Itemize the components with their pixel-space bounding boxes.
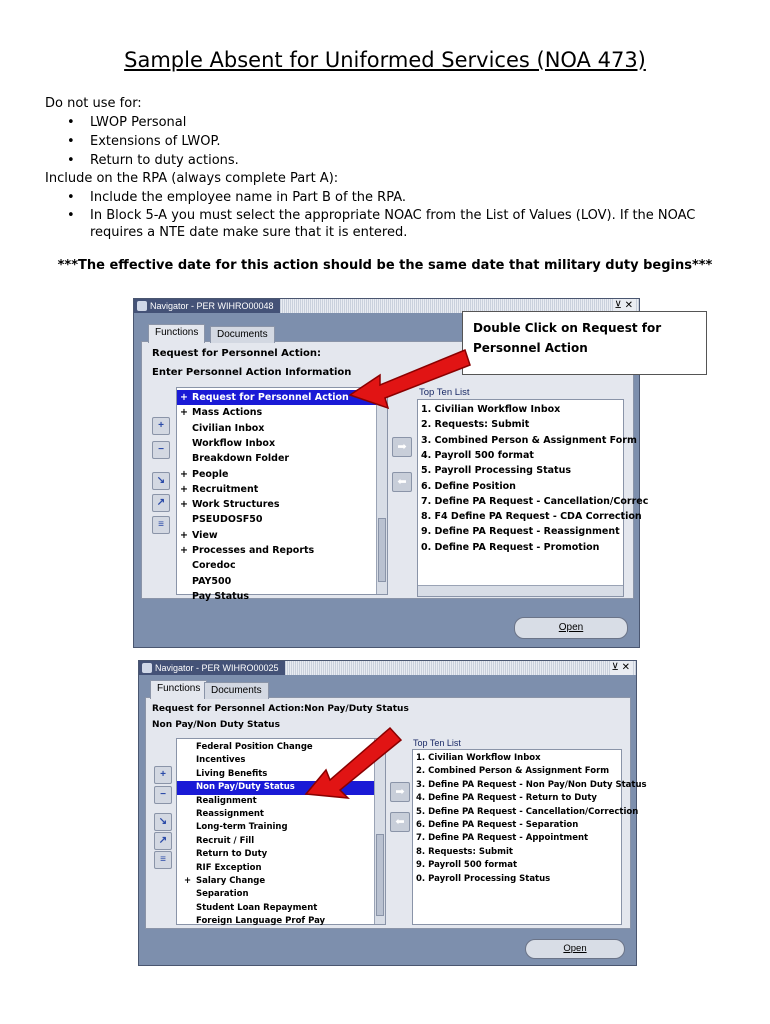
top-ten-item-label: 4. Define PA Request - Return to Duty [416, 793, 597, 804]
top-ten-list[interactable] [412, 749, 647, 925]
scrollbar-thumb[interactable] [378, 518, 386, 582]
top-ten-item-label: 9. Define PA Request - Reassignment [421, 526, 620, 538]
expand-marker: + [180, 545, 188, 556]
window-title: Navigator - PER WIHRO00048 [150, 301, 274, 311]
remove-from-top-ten-icon[interactable]: ⬅ [392, 472, 412, 492]
expand-icon[interactable]: + [154, 766, 172, 784]
window-controls[interactable]: ⊻ ✕ [611, 662, 630, 673]
list-item-label: Work Structures [192, 499, 280, 511]
top-ten-item[interactable] [418, 463, 623, 478]
tab-documents[interactable]: Documents [210, 326, 275, 343]
scrollbar-thumb[interactable] [376, 834, 384, 916]
list-item[interactable] [177, 467, 387, 482]
top-ten-item[interactable] [418, 417, 623, 432]
list-item-label: Workflow Inbox [192, 437, 276, 449]
list-item-label: Salary Change [196, 876, 266, 886]
top-ten-item[interactable] [418, 524, 623, 539]
list-item-label: PSEUDOSF50 [192, 514, 263, 526]
top-ten-item-label: 1. Civilian Workflow Inbox [421, 404, 561, 415]
list-item-label: Return to Duty [196, 849, 268, 860]
list-item[interactable] [177, 436, 387, 451]
expand-icon[interactable]: + [152, 417, 170, 435]
top-ten-item-label: 8. Requests: Submit [416, 846, 513, 857]
list-item-label: View [192, 529, 218, 541]
remove-from-top-ten-icon[interactable]: ⬅ [390, 812, 410, 832]
list-item-label: Foreign Language Prof Pay [196, 916, 326, 927]
include-label: Include on the RPA (always complete Part A): [45, 171, 339, 186]
top-ten-item[interactable] [418, 433, 637, 448]
list-item[interactable] [177, 482, 387, 497]
top-ten-item-label: 3. Combined Person & Assignment Form [421, 434, 637, 446]
bullet-icon: • [67, 153, 75, 168]
top-ten-item-label: 3. Define PA Request - Non Pay/Non Duty Status [416, 779, 647, 790]
list-item[interactable] [177, 808, 385, 821]
expand-marker: + [184, 876, 192, 886]
list-item[interactable] [177, 875, 385, 888]
top-ten-item-label: 5. Define PA Request - Cancellation/Correction [416, 806, 639, 817]
window-title: Navigator - PER WIHRO00025 [155, 663, 279, 673]
top-ten-item-label: 2. Requests: Submit [421, 419, 530, 431]
list-item-label: Recruitment [192, 483, 259, 495]
top-ten-item[interactable] [418, 448, 623, 463]
top-ten-item-label: 4. Payroll 500 format [421, 449, 534, 461]
collapse-all-icon[interactable]: ≡ [154, 851, 172, 869]
list-item-label: Federal Position Change [196, 742, 313, 752]
include-item: • Include the employee name in Part B of the RPA. [67, 190, 407, 205]
top-ten-item[interactable] [418, 479, 623, 494]
add-to-top-ten-icon[interactable]: ➡ [390, 782, 410, 802]
list-item[interactable] [177, 589, 387, 604]
top-ten-item-label: 6. Define PA Request - Separation [416, 820, 579, 830]
list-item-label: Student Loan Repayment [196, 902, 318, 913]
list-item[interactable] [177, 421, 387, 436]
top-ten-item-label: 9. Payroll 500 format [416, 860, 518, 871]
include-item: • In Block 5-A you must select the appropriate NOAC from the List of Values (LOV). If the NOAC requires a NTE date make sure that it is entered. [67, 208, 696, 240]
list-item[interactable] [177, 451, 387, 466]
list-item[interactable] [177, 835, 385, 848]
panel-subheader: Enter Personnel Action Information [152, 367, 352, 378]
tab-documents[interactable]: Documents [204, 682, 269, 699]
expand-branch-icon[interactable]: ↗ [154, 832, 172, 850]
navigator-window-2 [138, 660, 647, 966]
callout-box: Double Click on Request for Personnel Action [462, 311, 707, 375]
top-ten-item-label: 1. Civilian Workflow Inbox [416, 753, 541, 763]
top-ten-item[interactable] [413, 873, 621, 886]
expand-all-icon[interactable]: ↘ [152, 472, 170, 490]
top-ten-item[interactable] [413, 792, 621, 805]
top-ten-item[interactable] [413, 819, 621, 832]
top-ten-item-label: 7. Define PA Request - Appointment [416, 833, 589, 844]
list-item-label: Recruit / Fill [196, 835, 255, 846]
pointer-arrow-2 [298, 722, 408, 807]
top-ten-label: Top Ten List [419, 387, 470, 398]
list-item[interactable] [177, 862, 385, 875]
bullet-icon: • [67, 115, 75, 130]
do-not-use-item: • Extensions of LWOP. [67, 134, 221, 149]
list-item-label: PAY500 [192, 575, 232, 587]
do-not-use-label: Do not use for: [45, 96, 142, 111]
top-ten-item[interactable] [413, 806, 639, 819]
list-item[interactable] [177, 574, 387, 589]
top-ten-item[interactable] [413, 832, 621, 845]
top-ten-label: Top Ten List [413, 738, 461, 748]
top-ten-item[interactable] [413, 859, 621, 872]
expand-marker: + [180, 407, 188, 419]
list-item[interactable] [177, 497, 387, 512]
list-item[interactable] [177, 848, 385, 861]
bullet-icon: • [67, 208, 75, 223]
list-item-label: Living Benefits [196, 768, 268, 779]
effective-date-note: ***The effective date for this action should be the same date that military duty begins*** [57, 258, 713, 273]
top-ten-item-label: 8. F4 Define PA Request - CDA Correction [421, 511, 642, 523]
app-icon [137, 301, 147, 311]
app-icon [142, 663, 152, 673]
expand-marker: + [180, 499, 188, 511]
top-ten-list[interactable] [417, 399, 649, 597]
top-ten-item-label: 5. Payroll Processing Status [421, 465, 572, 477]
top-ten-item[interactable] [413, 779, 647, 792]
top-ten-item-label: 2. Combined Person & Assignment Form [416, 766, 610, 777]
arrow-shape [306, 728, 401, 798]
list-item[interactable] [177, 543, 387, 558]
top-ten-item-label: 7. Define PA Request - Cancellation/Correc [421, 495, 649, 507]
bullet-icon: • [67, 190, 75, 205]
list-item-label: People [192, 468, 229, 480]
top-ten-item[interactable] [418, 540, 623, 555]
top-ten-item[interactable] [418, 509, 642, 524]
list-item-label: Coredoc [192, 560, 236, 572]
pointer-arrow-1 [340, 335, 480, 415]
expand-all-icon[interactable]: ↘ [154, 813, 172, 831]
expand-marker: + [180, 483, 188, 495]
tab-functions[interactable]: Functions [150, 680, 207, 699]
top-ten-item[interactable] [413, 752, 621, 765]
panel-subheader: Non Pay/Non Duty Status [152, 720, 280, 730]
list-item-label: Reassignment [196, 809, 264, 819]
list-item-label: Civilian Inbox [192, 422, 265, 434]
function-list[interactable] [176, 387, 388, 602]
list-item-label: Separation [196, 889, 249, 900]
list-item-label: Realignment [196, 795, 257, 806]
list-item-label: Non Pay/Duty Status [196, 782, 295, 793]
collapse-icon[interactable]: − [154, 786, 172, 804]
page-title: Sample Absent for Uniformed Services (NOA 473) [124, 48, 646, 72]
list-item-label: Processes and Reports [192, 545, 315, 556]
do-not-use-item: • LWOP Personal [67, 115, 187, 130]
top-ten-item[interactable] [413, 846, 621, 859]
top-ten-item-label: 0. Payroll Processing Status [416, 873, 551, 884]
list-item[interactable] [177, 528, 387, 543]
tab-functions[interactable]: Functions [148, 324, 205, 343]
list-scrollbar[interactable] [376, 388, 387, 594]
list-item[interactable] [177, 888, 385, 901]
arrow-shape [350, 350, 470, 408]
list-item-label: Incentives [196, 755, 246, 766]
window-controls[interactable]: ⊻ ✕ [614, 300, 633, 311]
collapse-all-icon[interactable]: ≡ [152, 516, 170, 534]
top-ten-item[interactable] [413, 765, 621, 778]
expand-branch-icon[interactable]: ↗ [152, 494, 170, 512]
top-ten-item[interactable] [418, 494, 649, 509]
expand-marker: + [180, 468, 188, 480]
add-to-top-ten-icon[interactable]: ➡ [392, 437, 412, 457]
list-item-label: RIF Exception [196, 862, 262, 873]
collapse-icon[interactable]: − [152, 441, 170, 459]
open-button[interactable]: Open [514, 617, 628, 639]
open-button[interactable]: Open [525, 939, 625, 959]
list-item[interactable] [177, 821, 385, 834]
panel-header: Request for Personnel Action:Non Pay/Duty Status [152, 704, 409, 714]
top-ten-item-label: 6. Define Position [421, 480, 516, 492]
expand-marker: + [180, 529, 188, 541]
panel-header: Request for Personnel Action: [152, 348, 322, 359]
list-item-label: Pay Status [192, 590, 250, 602]
list-item[interactable] [177, 902, 385, 915]
list-item[interactable] [177, 915, 385, 928]
list-item-label: Long-term Training [196, 822, 288, 833]
do-not-use-item: • Return to duty actions. [67, 153, 239, 168]
list-item[interactable] [177, 512, 387, 527]
top-ten-scrollbar[interactable] [418, 585, 623, 596]
list-item-label: Request for Personnel Action [192, 392, 349, 403]
list-item-label: Breakdown Folder [192, 453, 290, 465]
top-ten-item-label: 0. Define PA Request - Promotion [421, 541, 600, 553]
bullet-icon: • [67, 134, 75, 149]
list-item-label: Mass Actions [192, 407, 263, 419]
window-titlebar [139, 661, 636, 675]
list-item[interactable] [177, 558, 387, 573]
expand-marker: + [180, 392, 188, 403]
